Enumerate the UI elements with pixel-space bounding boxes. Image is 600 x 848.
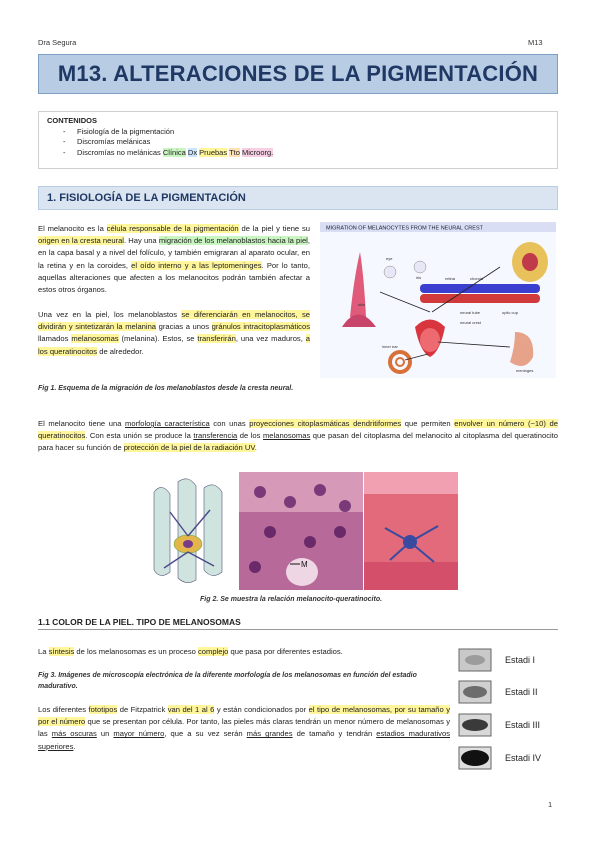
label-choroid: choroid — [470, 276, 484, 281]
contents-item: - Discromías melánicas — [63, 137, 151, 146]
figure-melanocyte — [140, 472, 458, 590]
melanosome-stage3-image — [458, 713, 492, 737]
label-neural-crest: neural crest — [460, 320, 481, 325]
tag-pruebas: Pruebas — [199, 147, 228, 157]
migration-diagram — [320, 222, 556, 378]
page-title: M13. ALTERACIONES DE LA PIGMENTACIÓN — [38, 54, 558, 94]
contents-title: CONTENIDOS — [47, 116, 98, 125]
label-retina: retina — [445, 276, 456, 281]
estadi-label: Estadi III — [505, 720, 541, 730]
contents-item-label: Fisiología de la pigmentación — [77, 126, 175, 136]
estadi-label: Estadi IV — [505, 753, 542, 763]
paragraph-origin: El melanocito es la célula responsable de la pigmentación de la piel y tiene su origen en la cresta neural. Hay una migración de los melanoblastos hacia la piel, en la capa basal y a nivel del folículo, y también emigraran al aparato ocular, en la retina y en la coroides, el oído interno y a las leptomeninges. Por lo tanto, aquellas alteraciones que afecten a los melanocitos podrán también afectar a estos otros órganos. — [38, 224, 310, 295]
header-author: Dra Segura — [38, 38, 77, 47]
label-skin: skin — [358, 302, 366, 307]
contents-item-label: Discromías no melánicas — [77, 147, 161, 157]
tag-tto: Tto — [229, 147, 240, 157]
label-m: M — [301, 560, 308, 569]
label-eye: eye — [386, 256, 393, 261]
estadi-row — [458, 713, 492, 742]
paragraph-differentiation: Una vez en la piel, los melanoblastos se diferenciarán en melanocitos, se dividirán y sintetizarán la melanina gracias a unos gránulos intracitoplasmáticos llamados melanosomas (melanina). Estos, se transferirán, una vez maduros, a los queratinocitos de alrededor. — [38, 310, 311, 356]
melanosome-stage4-image — [458, 746, 492, 770]
melanosome-stage1-image — [458, 648, 492, 672]
label-optic-cup: optic cup — [502, 310, 519, 315]
melanosome-stage2-image — [458, 680, 492, 704]
section-heading: 1. FISIOLOGÍA DE LA PIGMENTACIÓN — [38, 186, 558, 210]
estadi-row — [458, 648, 492, 677]
contents-item-label: Discromías melánicas — [77, 137, 151, 146]
estadi-row — [458, 680, 492, 709]
figure3-caption: Fig 3. Imágenes de microscopía electrónica de la diferente morfología de los melanosomas en función del estadio madurativo. — [38, 672, 417, 690]
contents-item: - Fisiología de la pigmentación — [63, 126, 175, 136]
label-neural-tube: neural tube — [460, 310, 481, 315]
figure1-caption: Fig 1. Esquema de la migración de los melanoblastos desde la cresta neural. — [38, 385, 294, 392]
paragraph-synthesis: La síntesis de los melanosomas es un proceso complejo que pasa por diferentes estadios. — [38, 647, 343, 656]
estadi-label: Estadi I — [505, 655, 536, 665]
header-module: M13 — [528, 38, 543, 47]
paragraph-morphology: El melanocito tiene una morfología característica con unas proyecciones citoplasmáticas dendritiformes que permiten envolver un número (~10) de queratinocitos. Con esta unión se produce la transferencia de los melanosomas que pasan del citoplasma del melanocito al citoplasma del queratinocito para hacer su función de protección de la piel de la radiación UV. — [38, 419, 559, 453]
label-iris: iris — [416, 275, 422, 280]
estadi-row — [458, 746, 492, 775]
label-inner-ear: inner ear — [382, 344, 398, 349]
label-meninges: meninges — [516, 368, 534, 373]
tag-dx: Dx — [187, 147, 198, 157]
page-number: 1 — [548, 800, 553, 809]
contents-box — [38, 111, 558, 169]
contents-item: - Discromías no melánicas Clínica Dx Pruebas Tto Microorg. — [63, 147, 274, 157]
melanocyte-images — [140, 472, 458, 590]
diagram-header: MIGRATION OF MELANOCYTES FROM THE NEURAL CREST — [326, 225, 483, 232]
tag-microorg: Microorg. — [242, 147, 274, 157]
paragraph-phototypes: Los diferentes fototipos de Fitzpatrick van del 1 al 6 y están condicionados por el tipo de melanosomas, por su tamaño y por el número que se presentan por célula. Por tanto, las pieles más claras tendrán un menor número de melanosomas y las más oscuras un mayor número, que a su vez serán más grandes de tamaño y tendrán estadios madurativos superiores. — [38, 705, 451, 751]
figure2-caption: Fig 2. Se muestra la relación melanocito-queratinocito. — [200, 596, 383, 603]
estadi-label: Estadi II — [505, 687, 538, 697]
subsection-heading: 1.1 COLOR DE LA PIEL. TIPO DE MELANOSOMAS — [38, 617, 558, 630]
figure-migration — [320, 222, 556, 378]
tag-clinica: Clínica — [162, 147, 186, 157]
